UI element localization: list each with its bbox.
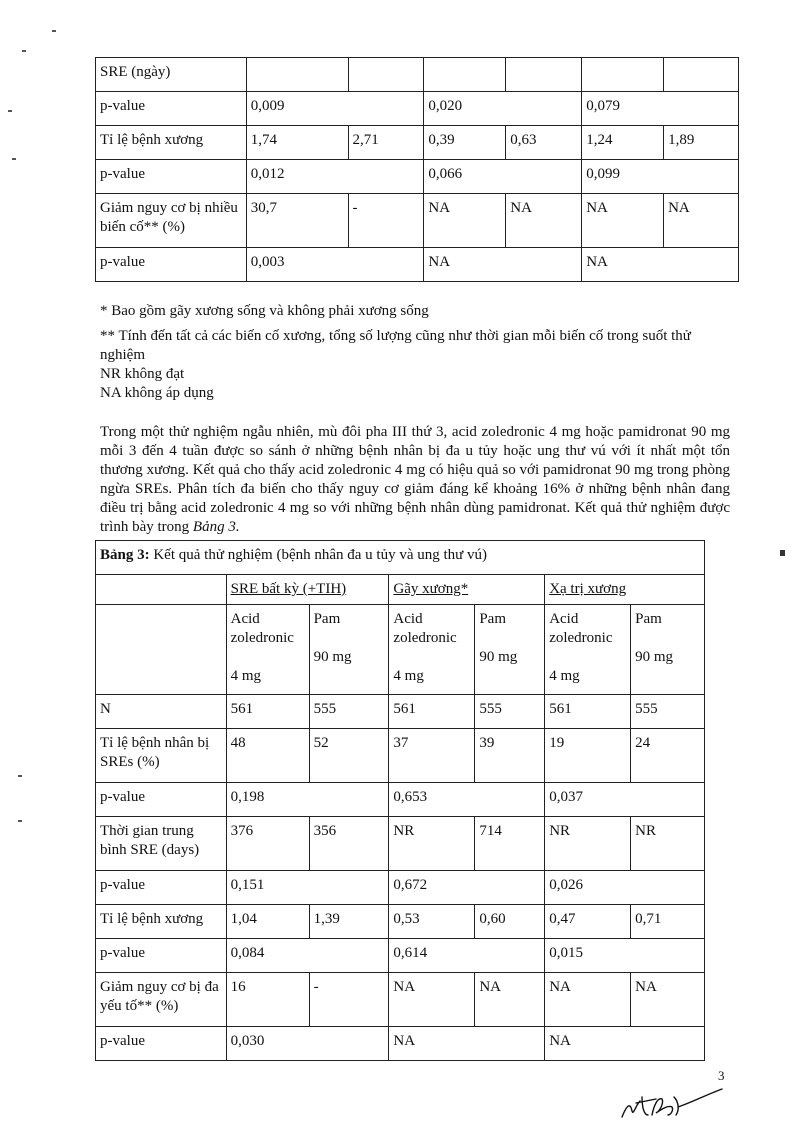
row-label: N [96, 695, 227, 729]
cell: 1,24 [582, 126, 664, 160]
footnote: NA không áp dụng [100, 385, 214, 401]
cell: 0,003 [246, 248, 424, 282]
cell: NA [631, 973, 705, 1027]
table-reference: Bảng 3. [192, 519, 240, 535]
cell: 37 [389, 729, 475, 783]
cell: NA [582, 194, 664, 248]
cell [246, 58, 348, 92]
cell: 356 [309, 817, 389, 871]
table-row [96, 939, 705, 973]
page-number: 3 [718, 1068, 725, 1083]
cell: NA [545, 1027, 705, 1061]
cell: NA [424, 194, 506, 248]
cell: 555 [309, 695, 389, 729]
cell: 0,030 [226, 1027, 389, 1061]
cell: 0,037 [545, 783, 705, 817]
drug-header: Acid zoledronic 4 mg [226, 605, 309, 695]
table-row [96, 194, 739, 248]
cell: 0,009 [246, 92, 424, 126]
cell: 555 [631, 695, 705, 729]
table-title [96, 541, 705, 575]
table-row [96, 783, 705, 817]
cell: 0,71 [631, 905, 705, 939]
table-row [96, 92, 739, 126]
cell: - [309, 973, 389, 1027]
cell: NA [424, 248, 582, 282]
cell: 19 [545, 729, 631, 783]
row-label: p-value [96, 939, 227, 973]
cell: 1,39 [309, 905, 389, 939]
cell: 561 [389, 695, 475, 729]
cell [506, 58, 582, 92]
group-header-row [96, 575, 705, 605]
row-label: p-value [96, 92, 247, 126]
cell: 561 [226, 695, 309, 729]
row-label: p-value [96, 248, 247, 282]
row-label: p-value [96, 1027, 227, 1061]
empty-header [96, 575, 227, 605]
cell: 0,020 [424, 92, 582, 126]
drug-header-row [96, 605, 705, 695]
table-1 [95, 57, 739, 282]
footnote: * Bao gồm gãy xương sống và không phải xương sống [100, 303, 429, 319]
cell: NR [631, 817, 705, 871]
cell: NA [664, 194, 739, 248]
cell: 16 [226, 973, 309, 1027]
table-3 [95, 540, 705, 1061]
cell: 0,012 [246, 160, 424, 194]
cell: 0,079 [582, 92, 739, 126]
cell: 1,04 [226, 905, 309, 939]
cell: NA [389, 1027, 545, 1061]
cell: 561 [545, 695, 631, 729]
cell: 0,39 [424, 126, 506, 160]
cell: - [348, 194, 424, 248]
row-label: Tỉ lệ bệnh xương [96, 126, 247, 160]
cell: 714 [475, 817, 545, 871]
cell: 1,89 [664, 126, 739, 160]
cell: 376 [226, 817, 309, 871]
cell: 555 [475, 695, 545, 729]
cell: 39 [475, 729, 545, 783]
drug-header: Pam 90 mg [475, 605, 545, 695]
cell: 0,084 [226, 939, 389, 973]
group-header: Xạ trị xương [545, 575, 705, 605]
paragraph-text: Trong một thử nghiệm ngẫu nhiên, mù đôi pha III thứ 3, acid zoledronic 4 mg hoặc pamidronat 90 mg mỗi 3 đến 4 tuần được so sánh ở những bệnh nhân bị đa u tủy hoặc ung thư vú với ít nhất một tổn thương xương. Kết quả cho thấy acid zoledronic 4 mg có hiệu quả so với pamidronat 90 mg trong phòng ngừa SREs. Phân tích đa biến cho thấy nguy cơ giảm đáng kể khoảng 16% ở những bệnh nhân đang điều trị bằng acid zoledronic 4 mg so với những bệnh nhân dùng pamidronat. Kết quả thử nghiệm được trình bày trong [100, 424, 730, 535]
footnotes [100, 302, 730, 403]
row-label: Giảm nguy cơ bị đa yếu tố** (%) [96, 973, 227, 1027]
group-header: SRE bất kỳ (+TIH) [226, 575, 389, 605]
cell: 0,60 [475, 905, 545, 939]
cell: 0,026 [545, 871, 705, 905]
table-row [96, 729, 705, 783]
table-row [96, 905, 705, 939]
table-title-text: Kết quả thử nghiệm (bệnh nhân đa u tủy và ung thư vú) [149, 547, 488, 563]
cell: NA [389, 973, 475, 1027]
cell: 48 [226, 729, 309, 783]
drug-header: Pam 90 mg [631, 605, 705, 695]
cell [582, 58, 664, 92]
cell: NA [506, 194, 582, 248]
table-row [96, 248, 739, 282]
cell: 52 [309, 729, 389, 783]
row-label: Tỉ lệ bệnh xương [96, 905, 227, 939]
cell: NR [389, 817, 475, 871]
handwritten-signature [618, 1085, 728, 1127]
row-label: p-value [96, 783, 227, 817]
table-title-row [96, 541, 705, 575]
cell: NA [545, 973, 631, 1027]
table-row [96, 817, 705, 871]
cell: 0,066 [424, 160, 582, 194]
row-label: p-value [96, 871, 227, 905]
table-row [96, 1027, 705, 1061]
cell: 30,7 [246, 194, 348, 248]
table-row [96, 871, 705, 905]
row-label: Tỉ lệ bệnh nhân bị SREs (%) [96, 729, 227, 783]
cell: NA [475, 973, 545, 1027]
cell [664, 58, 739, 92]
row-label: Thời gian trung bình SRE (days) [96, 817, 227, 871]
drug-header: Acid zoledronic 4 mg [389, 605, 475, 695]
cell: 0,53 [389, 905, 475, 939]
table-title-label: Bảng 3: [100, 547, 150, 563]
cell: 0,47 [545, 905, 631, 939]
cell: 0,63 [506, 126, 582, 160]
drug-header: Acid zoledronic 4 mg [545, 605, 631, 695]
body-paragraph [100, 423, 730, 537]
cell: 0,015 [545, 939, 705, 973]
cell: 0,099 [582, 160, 739, 194]
cell [424, 58, 506, 92]
cell: NR [545, 817, 631, 871]
cell: 0,653 [389, 783, 545, 817]
table-row [96, 973, 705, 1027]
cell: 24 [631, 729, 705, 783]
cell: 0,614 [389, 939, 545, 973]
row-label: p-value [96, 160, 247, 194]
cell: 1,74 [246, 126, 348, 160]
footnote: NR không đạt [100, 366, 185, 382]
drug-header: Pam 90 mg [309, 605, 389, 695]
cell: 0,151 [226, 871, 389, 905]
cell [348, 58, 424, 92]
cell: 2,71 [348, 126, 424, 160]
table-row [96, 58, 739, 92]
empty-header [96, 605, 227, 695]
table-row [96, 160, 739, 194]
row-label: Giảm nguy cơ bị nhiều biến cố** (%) [96, 194, 247, 248]
row-label: SRE (ngày) [96, 58, 247, 92]
table-row [96, 126, 739, 160]
footnote: ** Tính đến tất cả các biến cố xương, tổng số lượng cũng như thời gian mỗi biến cố trong suốt thử nghiệm [100, 328, 691, 363]
group-header: Gãy xương* [389, 575, 545, 605]
cell: NA [582, 248, 739, 282]
cell: 0,672 [389, 871, 545, 905]
cell: 0,198 [226, 783, 389, 817]
table-row [96, 695, 705, 729]
